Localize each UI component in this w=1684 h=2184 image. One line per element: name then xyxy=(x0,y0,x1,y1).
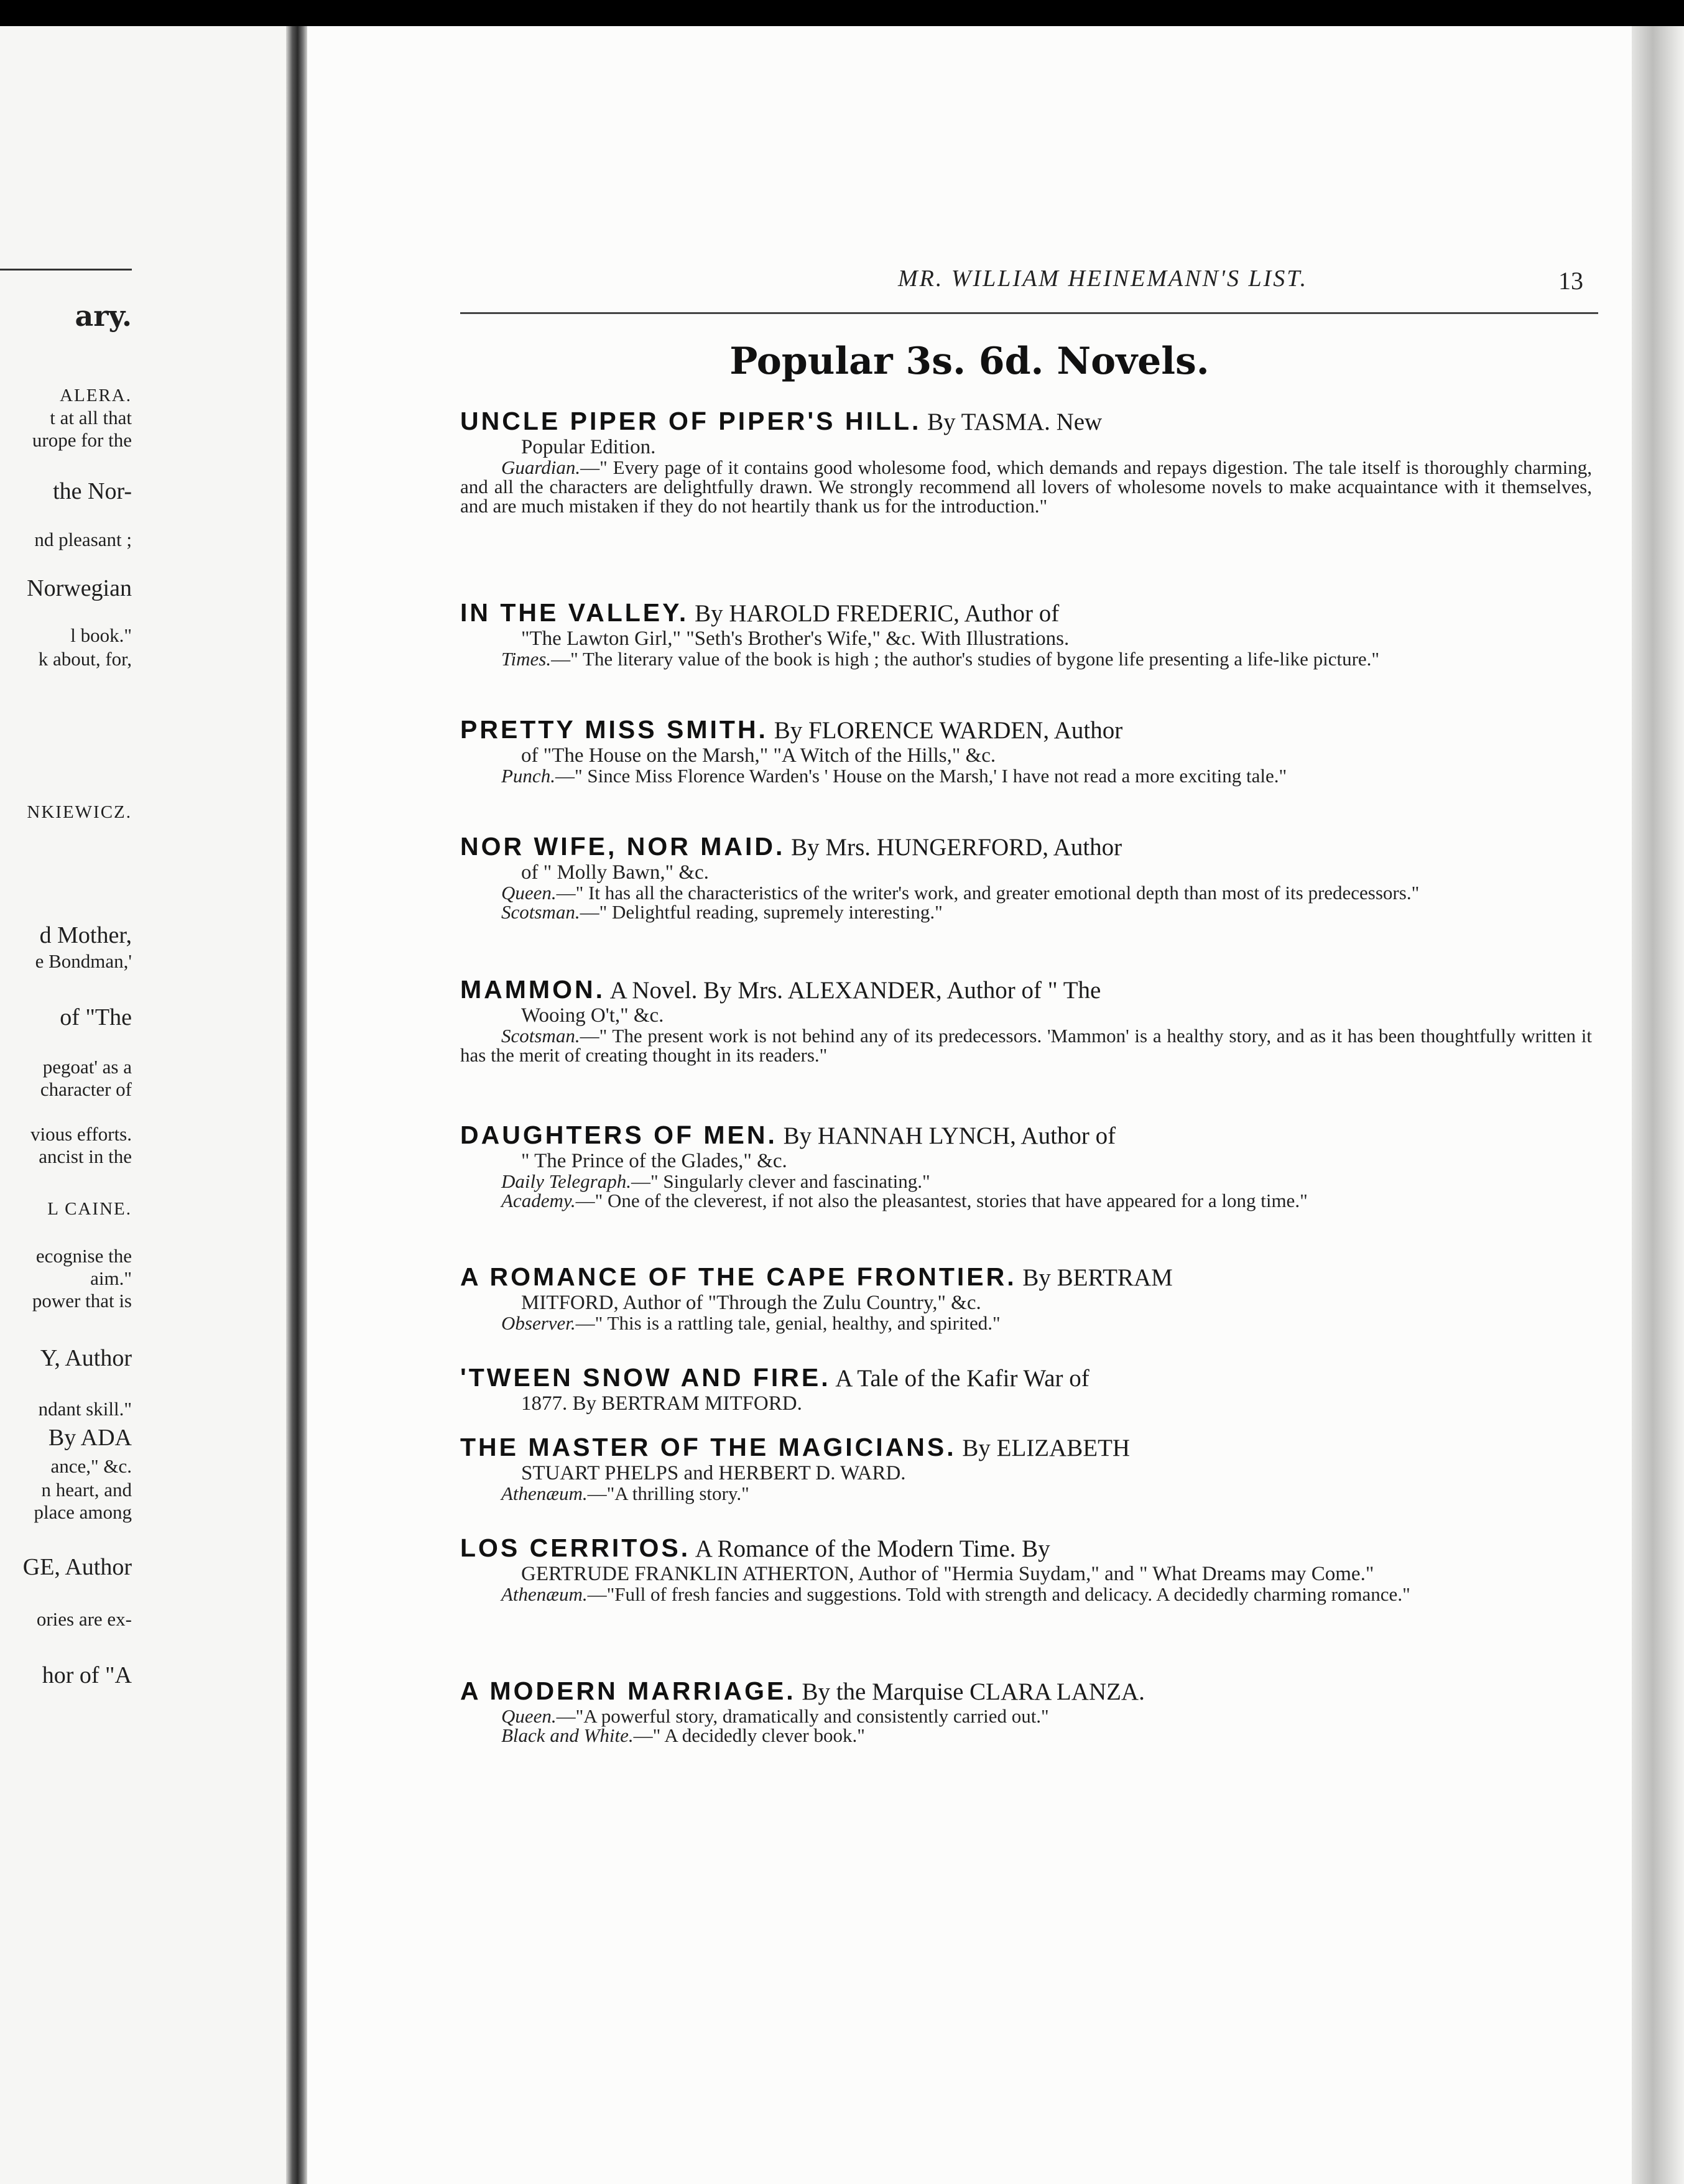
press-review xyxy=(460,1026,1592,1065)
author-continuation: of " Molly Bawn," &c. xyxy=(521,861,709,884)
left-fragment: vious efforts. xyxy=(30,1123,132,1145)
novel-entry xyxy=(460,407,1592,516)
review-source: Queen. xyxy=(501,882,557,904)
novel-title: 'TWEEN SNOW AND FIRE. xyxy=(460,1363,831,1392)
novel-title: UNCLE PIPER OF PIPER'S HILL. xyxy=(460,407,922,435)
left-fragment: ories are ex- xyxy=(36,1608,132,1630)
review-source: Academy. xyxy=(501,1190,576,1211)
left-fragment: urope for the xyxy=(32,429,132,451)
review-source: Athenæum. xyxy=(501,1583,588,1605)
review-quote: —" Every page of it contains good wholesome food, which demands and repays digestion. The tale itself is thoroughly charming, and all the characters are delightfully drawn. We strongly recommend all lovers of wholesome novels to make acquaintance with it themselves, and are much mistaken if they do not heartily thank us for the introduction." xyxy=(460,456,1592,517)
section-title: Popular 3s. 6d. Novels. xyxy=(729,340,1210,383)
review-quote: —"A thrilling story." xyxy=(587,1483,749,1504)
left-fragment: L CAINE. xyxy=(47,1199,132,1219)
review-quote: —" The present work is not behind any of its predecessors. 'Mammon' is a healthy story, and as it has been thoughtfully written it has the merit of creating thought in its readers." xyxy=(460,1025,1592,1066)
press-review xyxy=(460,1191,1592,1210)
left-fragment: power that is xyxy=(32,1290,132,1312)
left-fragment: ance," &c. xyxy=(50,1455,132,1477)
author-continuation: Popular Edition. xyxy=(521,436,656,458)
review-source: Guardian. xyxy=(501,456,581,478)
novel-title: PRETTY MISS SMITH. xyxy=(460,715,768,744)
author-line: By Mrs. HUNGERFORD, Author xyxy=(791,834,1122,861)
novel-title: MAMMON. xyxy=(460,975,605,1004)
author-line: A Tale of the Kafir War of xyxy=(835,1365,1090,1392)
left-fragment: k about, for, xyxy=(38,648,132,670)
press-review xyxy=(460,1313,1592,1333)
left-fragment: hor of "A xyxy=(42,1662,132,1688)
left-fragment: Y, Author xyxy=(40,1345,132,1371)
author-continuation: GERTRUDE FRANKLIN ATHERTON, Author of "Hermia Suydam," and " What Dreams may Come." xyxy=(521,1563,1374,1585)
entry-heading xyxy=(460,1363,1592,1393)
page-number: 13 xyxy=(1558,267,1583,295)
left-fragment: ALERA. xyxy=(60,386,132,405)
press-review xyxy=(460,458,1592,516)
left-fragment: d Mother, xyxy=(39,922,132,948)
author-line: By FLORENCE WARDEN, Author xyxy=(774,717,1123,744)
entry-heading xyxy=(460,975,1592,1005)
review-quote: —" One of the cleverest, if not also the pleasantest, stories that have appeared for a long time." xyxy=(575,1190,1308,1211)
entry-heading xyxy=(460,407,1592,437)
left-fragment: place among xyxy=(34,1501,132,1523)
header-rule xyxy=(460,312,1598,314)
novel-entry xyxy=(460,598,1592,669)
page-edge xyxy=(1632,26,1684,2184)
author-line: By the Marquise CLARA LANZA. xyxy=(802,1678,1145,1705)
author-line: By HAROLD FREDERIC, Author of xyxy=(695,600,1060,627)
review-source: Black and White. xyxy=(501,1724,634,1746)
entry-heading xyxy=(460,1121,1592,1150)
right-page xyxy=(307,26,1632,2184)
review-quote: —" Since Miss Florence Warden's ' House on the Marsh,' I have not read a more exciting tale." xyxy=(555,765,1287,787)
running-head: MR. WILLIAM HEINEMANN'S LIST. xyxy=(898,266,1308,292)
left-fragment: GE, Author xyxy=(22,1554,132,1580)
left-fragment: e Bondman,' xyxy=(35,950,132,972)
left-fragment: NKIEWICZ. xyxy=(27,802,132,822)
left-fragment: aim." xyxy=(90,1267,132,1289)
author-continuation: " The Prince of the Glades," &c. xyxy=(521,1150,787,1172)
author-continuation: "The Lawton Girl," "Seth's Brother's Wife," &c. With Illustrations. xyxy=(521,627,1070,650)
review-quote: —" A decidedly clever book." xyxy=(633,1724,865,1746)
entry-heading xyxy=(460,598,1592,628)
novel-entry xyxy=(460,1262,1592,1333)
review-source: Scotsman. xyxy=(501,1025,580,1047)
press-review xyxy=(460,649,1592,669)
novel-entry xyxy=(460,1677,1592,1745)
left-fragment: l book." xyxy=(70,624,132,646)
review-quote: —" Singularly clever and fascinating." xyxy=(631,1170,930,1192)
left-page-rule xyxy=(0,269,132,271)
review-quote: —" This is a rattling tale, genial, healthy, and spirited." xyxy=(575,1312,1001,1334)
review-source: Punch. xyxy=(501,765,555,787)
press-review xyxy=(460,883,1592,902)
press-review xyxy=(460,1726,1592,1745)
left-fragment: n heart, and xyxy=(41,1479,132,1501)
left-fragment: nd pleasant ; xyxy=(34,529,132,550)
review-source: Daily Telegraph. xyxy=(501,1170,631,1192)
press-review xyxy=(460,1585,1592,1604)
left-fragment: By ADA xyxy=(48,1425,132,1451)
press-review xyxy=(460,1484,1592,1503)
book-gutter xyxy=(286,26,307,2184)
novel-entry xyxy=(460,1121,1592,1210)
novel-entry xyxy=(460,1433,1592,1503)
novel-entry xyxy=(460,832,1592,922)
press-review xyxy=(460,902,1592,922)
entry-heading xyxy=(460,1534,1592,1563)
entry-heading xyxy=(460,715,1592,745)
author-continuation: STUART PHELPS and HERBERT D. WARD. xyxy=(521,1462,906,1484)
review-source: Observer. xyxy=(501,1312,576,1334)
left-fragment: of "The xyxy=(60,1004,132,1030)
review-quote: —"A powerful story, dramatically and consistently carried out." xyxy=(556,1705,1049,1727)
novel-entry xyxy=(460,715,1592,785)
review-quote: —"Full of fresh fancies and suggestions. Told with strength and delicacy. A decidedly charming romance." xyxy=(587,1583,1410,1605)
novel-title: IN THE VALLEY. xyxy=(460,598,689,627)
review-source: Times. xyxy=(501,648,552,670)
novel-title: THE MASTER OF THE MAGICIANS. xyxy=(460,1433,956,1461)
novel-entry xyxy=(460,1363,1592,1414)
author-line: By BERTRAM xyxy=(1022,1264,1173,1291)
author-line: A Novel. By Mrs. ALEXANDER, Author of " The xyxy=(609,977,1101,1004)
entry-heading xyxy=(460,832,1592,862)
novel-title: DAUGHTERS OF MEN. xyxy=(460,1121,777,1149)
novel-title: A MODERN MARRIAGE. xyxy=(460,1677,796,1705)
press-review xyxy=(460,766,1592,785)
novel-title: NOR WIFE, NOR MAID. xyxy=(460,832,785,861)
author-line: By ELIZABETH xyxy=(962,1435,1131,1461)
review-source: Queen. xyxy=(501,1705,557,1727)
left-fragment: t at all that xyxy=(50,407,132,428)
review-source: Athenæum. xyxy=(501,1483,588,1504)
left-fragment: ancist in the xyxy=(39,1145,132,1167)
left-fragment: ecognise the xyxy=(35,1245,132,1267)
review-quote: —" The literary value of the book is high ; the author's studies of bygone life presenting a life-like picture." xyxy=(551,648,1380,670)
press-review xyxy=(460,1706,1592,1726)
review-quote: —" It has all the characteristics of the writer's work, and greater emotional depth than most of its predecessors." xyxy=(556,882,1420,904)
left-fragment: pegoat' as a xyxy=(42,1056,132,1078)
author-continuation: 1877. By BERTRAM MITFORD. xyxy=(521,1392,802,1415)
author-continuation: of "The House on the Marsh," "A Witch of the Hills," &c. xyxy=(521,744,996,767)
author-continuation: MITFORD, Author of "Through the Zulu Country," &c. xyxy=(521,1292,981,1314)
author-line: By HANNAH LYNCH, Author of xyxy=(783,1122,1116,1149)
review-quote: —" Delightful reading, supremely interesting." xyxy=(580,901,943,923)
novel-entry xyxy=(460,975,1592,1065)
scan-top-border xyxy=(0,0,1684,26)
novel-title: A ROMANCE OF THE CAPE FRONTIER. xyxy=(460,1262,1017,1291)
entry-heading xyxy=(460,1262,1592,1292)
author-line: By TASMA. New xyxy=(927,409,1103,435)
novel-entry xyxy=(460,1534,1592,1604)
entry-heading xyxy=(460,1433,1592,1463)
left-fragment: the Nor- xyxy=(53,478,132,504)
entry-heading xyxy=(460,1677,1592,1706)
left-page xyxy=(0,26,286,2184)
left-fragment: character of xyxy=(40,1078,132,1100)
review-source: Scotsman. xyxy=(501,901,580,923)
left-fragment: Norwegian xyxy=(27,575,132,601)
left-fragment: ndant skill." xyxy=(38,1398,132,1420)
left-fragment: ary. xyxy=(75,299,132,333)
author-continuation: Wooing O't," &c. xyxy=(521,1004,664,1027)
press-review xyxy=(460,1172,1592,1191)
novel-title: LOS CERRITOS. xyxy=(460,1534,691,1562)
author-line: A Romance of the Modern Time. By xyxy=(695,1535,1050,1562)
